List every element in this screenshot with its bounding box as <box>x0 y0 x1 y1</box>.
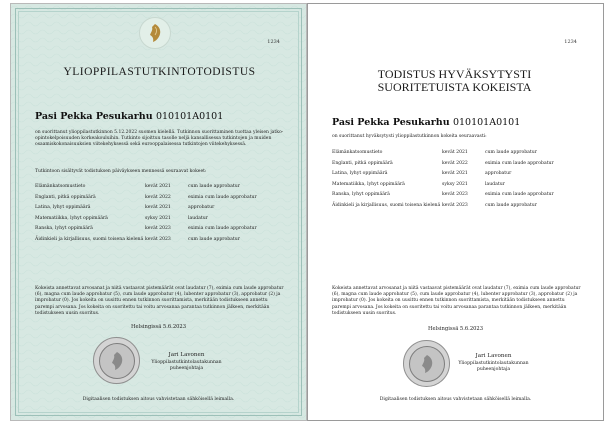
exams-intro: Tutkintoon sisältyvät todistuksen päiväykseen mennessä seuraavat kokeet: <box>35 169 207 174</box>
exams-table <box>35 184 290 247</box>
table-row: Latina, lyhyt oppimäärä kevät 2021 approbatur <box>35 205 215 210</box>
table-row: Matematiikka, lyhyt oppimäärä syksy 2021 laudatur <box>332 181 505 187</box>
certificate-title: YLIOPPILASTUTKINTOTODISTUS <box>63 66 256 78</box>
place-date: Helsingissä 5.6.2023 <box>427 326 484 332</box>
table-row: Latina, lyhyt oppimäärä kevät 2021 approbatur <box>332 171 512 176</box>
authenticity-note: Digitaalisen todistuksen aitous vahvistetaan sähköisellä leimalla. <box>82 397 235 402</box>
table-row: Elämänkatsomustieto kevät 2021 cum laude approbatur <box>35 184 240 189</box>
table-row: Englanti, pitkä oppimäärä kevät 2022 eximia cum laude approbatur <box>332 160 554 166</box>
certificate-intro: on suorittanut ylioppilastutkinnon 5.12.2022 suomen kielellä. Tutkinnon suorittaminen tuottaa yleisen jatko-opintokelpoisuuden korkeakouluihin. Tutkinto sijoittuu tasolle neljä kansallisessa tutkintojen ja muiden osaamiskokonaisuuksien viitekehyksessä sekä eurooppalaisessa tutkintojen viitekehyksessä. <box>35 130 284 148</box>
table-row: Englanti, pitkä oppimäärä kevät 2022 eximia cum laude approbatur <box>35 194 257 200</box>
table-row: Äidinkieli ja kirjallisuus, suomi toisena kielenä kevät 2023 cum laude approbatur <box>35 236 240 242</box>
candidate-name: Pasi Pekka Pesukarhu <box>35 111 153 122</box>
signer-name: Jari Lavonen <box>168 352 205 358</box>
exams-table <box>332 150 587 213</box>
candidate-name-line <box>332 117 520 128</box>
grades-note: Kokeista annettavat arvosanat ja niitä vastaavat pistemäärät ovat laudatur (7), eximia cum laude approbatur (6), magna cum laude approbatur (5), cum laude approbatur (4), lubenter approbatur (3), approbatur (2) ja improbatur (0). Jos kokeita on uusittu ennen tutkinnon suorittamista, merkitään todistukseen annettu parempi arvosana. Jos kokeita on suoritettu tai voitu arvosanaa parantaa tutkinnon jälkeen, merkitään todistukseen uusin suoritus. <box>35 286 284 316</box>
table-row: Matematiikka, lyhyt oppimäärä syksy 2021 laudatur <box>35 215 208 221</box>
candidate-name: Pasi Pekka Pesukarhu <box>332 117 450 128</box>
table-row: Ranska, lyhyt oppimäärä kevät 2023 eximia cum laude approbatur <box>35 226 257 231</box>
passed-exams-certificate <box>307 3 604 421</box>
certificate-title: TODISTUS HYVÄKSYTYSTI SUORITETUISTA KOKEISTA <box>377 67 532 94</box>
authenticity-note: Digitaalisen todistuksen aitous vahvistetaan sähköisellä leimalla. <box>379 397 532 402</box>
candidate-name-line <box>35 111 223 122</box>
matriculation-certificate <box>10 3 307 421</box>
signer-role: Ylioppilastutkintolautakunnan puheenjohtaja <box>151 360 222 371</box>
emblem-icon <box>139 17 171 49</box>
candidate-id: 010101A0101 <box>452 117 521 128</box>
grades-note: Kokeista annettavat arvosanat ja niitä vastaavat pistemäärät ovat laudatur (7), eximia cum laude approbatur (6), magna cum laude approbatur (5), cum laude approbatur (4), lubenter approbatur (3), approbatur (2) ja improbatur (0). Jos kokeita on uusittu ennen tutkinnon suorittamista, merkitään todistukseen annettu parempi arvosana. Jos kokeita on suoritettu tai voitu arvosanaa parantaa tutkinnon jälkeen, merkitään todistukseen uusin suoritus. <box>332 286 581 316</box>
seal-icon <box>403 340 450 387</box>
table-row: Elämänkatsomustieto kevät 2021 cum laude approbatur <box>332 150 537 155</box>
seal-icon <box>93 337 140 384</box>
candidate-id: 010101A0101 <box>155 111 224 122</box>
certificate-number: 1234 <box>564 39 577 45</box>
signer-role: Ylioppilastutkintolautakunnan puheenjohtaja <box>458 361 529 372</box>
certificate-number: 1234 <box>267 39 280 45</box>
table-row: Äidinkieli ja kirjallisuus, suomi toisena kielenä kevät 2023 cum laude approbatur <box>332 202 537 208</box>
table-row: Ranska, lyhyt oppimäärä kevät 2023 eximia cum laude approbatur <box>332 192 554 197</box>
signer-name: Jari Lavonen <box>475 353 512 359</box>
place-date: Helsingissä 5.6.2023 <box>130 324 187 330</box>
certificate-intro: on suorittanut hyväksytysti ylioppilastutkinnon kokeita seuraavasti: <box>332 134 487 139</box>
